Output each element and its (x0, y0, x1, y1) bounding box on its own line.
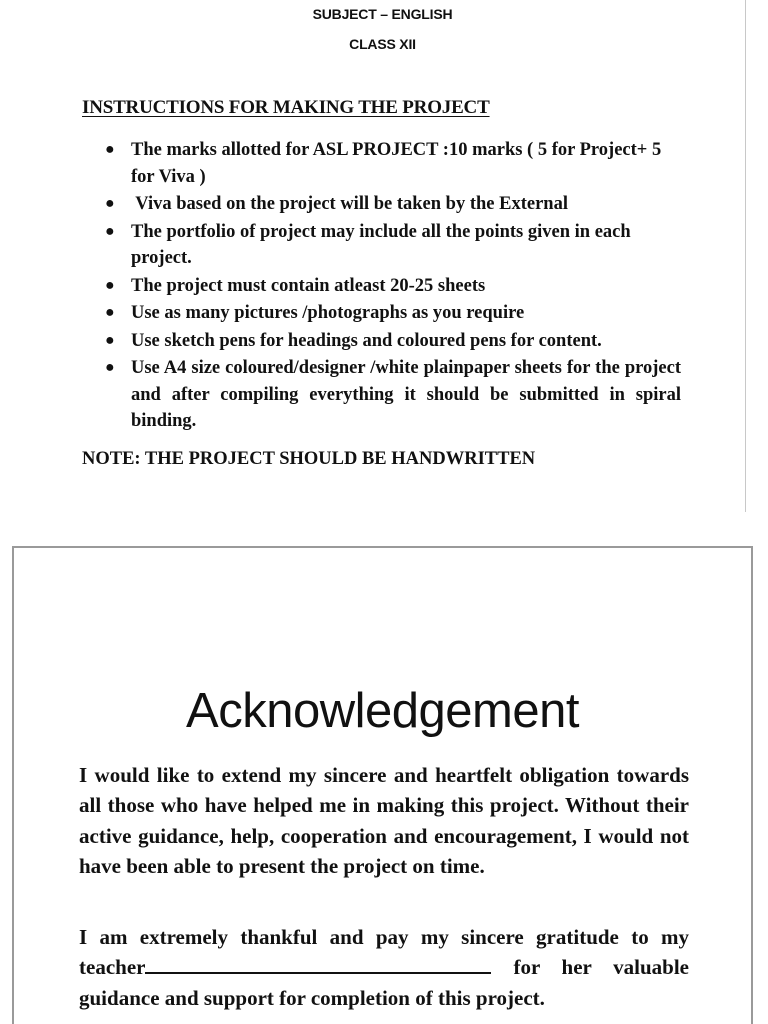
bullet-icon: ● (105, 195, 115, 212)
list-item-text: The project must contain atleast 20-25 sheets (131, 275, 486, 296)
instructions-list (105, 137, 681, 436)
list-item (105, 137, 681, 190)
list-item-text: Use sketch pens for headings and coloured pens for content. (131, 330, 602, 351)
bullet-icon: ● (105, 276, 115, 294)
list-item-text: The marks allotted for ASL PROJECT :10 marks ( 5 for Project+ 5 for Viva ) (131, 140, 662, 187)
gratitude-paragraph (79, 922, 689, 1013)
list-item (105, 328, 681, 355)
bullet-icon: ● (105, 222, 115, 240)
list-item (105, 273, 681, 300)
gratitude-text-end: for her valuable guidance and support for completion of this project. (79, 955, 689, 1010)
subject-label: SUBJECT – ENGLISH (312, 6, 453, 22)
list-item-text: Use A4 size coloured/designer /white plainpaper sheets for the project and after compiling everything it should be submitted in spiral binding. (131, 358, 681, 431)
acknowledgement-paragraph: I would like to extend my sincere and heartfelt obligation towards all those who have helped me in making this project. Without their active guidance, help, cooperation and encouragement, I would not have been able to present the project on time. (79, 763, 689, 878)
list-item-text: Use as many pictures /photographs as you require (131, 303, 525, 323)
acknowledgement-title: Acknowledgement (186, 684, 579, 738)
list-item (105, 219, 681, 272)
bullet-icon: ● (105, 331, 115, 349)
list-item-text: The portfolio of project may include all the points given in each project. (131, 221, 631, 268)
instructions-heading: INSTRUCTIONS FOR MAKING THE PROJECT (82, 97, 490, 118)
bullet-icon: ● (105, 141, 115, 158)
handwritten-note: NOTE: THE PROJECT SHOULD BE HANDWRITTEN (82, 449, 536, 469)
bullet-icon: ● (105, 304, 115, 321)
acknowledgement-page (12, 546, 753, 1024)
teacher-name-blank (145, 954, 491, 974)
list-item (105, 300, 681, 327)
gratitude-text-start: I am extremely thankful and pay my sincere gratitude to my teacher (79, 925, 689, 980)
bullet-icon: ● (105, 359, 115, 376)
list-item (105, 191, 681, 218)
class-label: CLASS XII (349, 36, 416, 52)
list-item-text: Viva based on the project will be taken by the External (131, 194, 568, 214)
instructions-page (0, 0, 746, 512)
list-item (105, 355, 681, 435)
